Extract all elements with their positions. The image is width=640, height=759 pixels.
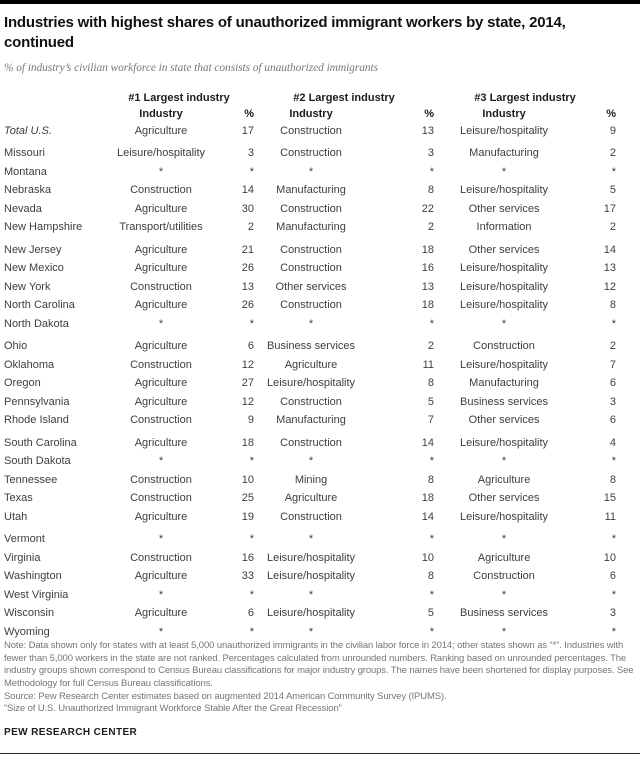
pct-cell: 6 [609, 377, 617, 390]
pct-cell: 9 [247, 414, 255, 427]
industry-cell: * [158, 165, 164, 178]
pct-cell: 2 [427, 221, 435, 234]
pct-cell: 14 [603, 243, 617, 256]
state-name: Tennessee [4, 473, 58, 486]
industry-cell: * [158, 455, 164, 468]
pct-cell: * [429, 533, 435, 546]
industry-cell: Construction [130, 184, 192, 197]
state-name: North Carolina [4, 299, 75, 312]
page-title [4, 13, 636, 53]
industry-cell: Leisure/hospitality [460, 124, 549, 137]
industry-cell: Leisure/hospitality [116, 147, 206, 160]
pct-cell: 3 [609, 395, 617, 408]
pct-cell: 7 [609, 358, 617, 371]
industry-cell: Other services [468, 202, 540, 215]
industry-cell: Leisure/hospitality [266, 377, 356, 390]
industry-cell: * [308, 588, 314, 601]
industry-cell: Business services [460, 395, 549, 408]
pct-cell: 9 [609, 124, 617, 137]
pct-cell: 3 [427, 147, 435, 160]
industry-cell: Agriculture [134, 607, 188, 620]
industry-cell: * [158, 317, 164, 330]
industry-cell: * [158, 533, 164, 546]
pct-cell: 10 [603, 551, 617, 564]
pct-cell: 19 [241, 510, 255, 523]
pct-cell: 6 [247, 607, 255, 620]
state-subheader-empty [4, 106, 104, 122]
pct-cell: * [249, 533, 255, 546]
pct-cell: 17 [241, 124, 255, 137]
table-row [4, 144, 616, 163]
state-name: Missouri [4, 147, 45, 160]
industry-cell: Agriculture [134, 377, 188, 390]
pct-cell: 10 [421, 551, 435, 564]
industry-cell: Agriculture [134, 395, 188, 408]
industry-cell: Construction [130, 358, 192, 371]
content-area [4, 4, 636, 641]
state-header-empty [4, 90, 104, 106]
table-row [4, 315, 616, 334]
pct-cell: 16 [421, 262, 435, 275]
industry-cell: Construction [130, 473, 192, 486]
pct-cell: 8 [609, 473, 617, 486]
pct-cell: 26 [241, 262, 255, 275]
pct-cell: 12 [603, 280, 617, 293]
pct-cell: * [429, 588, 435, 601]
industry-cell: Business services [460, 607, 549, 620]
table-body [4, 122, 616, 642]
state-name: Virginia [4, 551, 41, 564]
state-name: Wisconsin [4, 607, 55, 620]
pct-cell: 7 [427, 414, 435, 427]
state-name: Oregon [4, 377, 41, 390]
pct-cell: * [611, 317, 617, 330]
footer [4, 640, 638, 738]
pct-cell: 22 [421, 202, 435, 215]
pct-cell: 2 [609, 147, 617, 160]
pct-cell: 16 [241, 551, 255, 564]
pct-subheader-1: % [244, 107, 255, 120]
pct-cell: 4 [609, 436, 617, 449]
pct-cell: 3 [247, 147, 255, 160]
industry-cell: * [308, 625, 314, 638]
industry-cell: Leisure/hospitality [460, 299, 549, 312]
industry-cell: * [308, 317, 314, 330]
industry-cell: Leisure/hospitality [460, 436, 549, 449]
table-row [4, 586, 616, 605]
group-header-1: #1 Largest industry [128, 91, 230, 104]
industry-cell: * [308, 455, 314, 468]
industry-subheader-1: Industry [139, 107, 183, 120]
state-name: New York [4, 280, 51, 293]
industry-cell: Agriculture [477, 473, 531, 486]
table-row [4, 374, 616, 393]
report-title-line: “Size of U.S. Unauthorized Immigrant Workforce Stable After the Great Recession” [4, 703, 342, 715]
industry-cell: Agriculture [477, 551, 531, 564]
industry-cell: Construction [130, 551, 192, 564]
state-name: South Dakota [4, 455, 71, 468]
industry-cell: Construction [130, 280, 192, 293]
industry-cell: Construction [473, 340, 535, 353]
title-line-2: continued [4, 33, 74, 51]
industry-cell: Agriculture [284, 358, 338, 371]
pct-cell: 15 [603, 492, 617, 505]
industry-cell: Other services [468, 243, 540, 256]
table-row [4, 604, 616, 623]
state-name: North Dakota [4, 317, 69, 330]
page-subtitle: % of industry’s civilian workforce in state that consists of unauthorized immigrants [4, 61, 378, 74]
industry-cell: Manufacturing [276, 184, 346, 197]
state-name: Texas [4, 492, 33, 505]
industry-cell: * [308, 533, 314, 546]
industry-cell: Agriculture [134, 340, 188, 353]
state-name: West Virginia [4, 588, 69, 601]
table-row [4, 218, 616, 237]
pct-cell: 10 [241, 473, 255, 486]
industry-cell: Other services [275, 280, 347, 293]
pct-cell: 3 [609, 607, 617, 620]
pct-cell: 2 [427, 340, 435, 353]
pct-cell: 8 [427, 377, 435, 390]
industries-table [4, 90, 616, 642]
pct-cell: 8 [427, 570, 435, 583]
industry-cell: Business services [266, 340, 356, 353]
state-name: Pennsylvania [4, 395, 70, 408]
industry-cell: Agriculture [134, 299, 188, 312]
industry-subheader-2: Industry [289, 107, 333, 120]
table-row [4, 122, 616, 141]
industry-cell: Agriculture [284, 492, 338, 505]
pct-cell: 18 [421, 243, 435, 256]
pct-cell: * [429, 625, 435, 638]
industry-cell: * [501, 317, 507, 330]
industry-cell: Agriculture [134, 510, 188, 523]
state-name: South Carolina [4, 436, 77, 449]
industry-cell: Leisure/hospitality [460, 358, 549, 371]
industry-cell: Mining [294, 473, 328, 486]
table-row [4, 508, 616, 527]
industry-cell: Leisure/hospitality [266, 551, 356, 564]
industry-cell: * [308, 165, 314, 178]
pct-subheader-2: % [424, 107, 435, 120]
pct-cell: 5 [427, 607, 435, 620]
table-row [4, 623, 616, 642]
industry-cell: Manufacturing [469, 147, 539, 160]
industry-cell: Construction [280, 299, 342, 312]
pct-cell: 14 [241, 184, 255, 197]
pct-subheader-3: % [606, 107, 617, 120]
industry-cell: Leisure/hospitality [460, 184, 549, 197]
table-row [4, 471, 616, 490]
table-row [4, 163, 616, 182]
pct-cell: 13 [241, 280, 255, 293]
pct-cell: 8 [609, 299, 617, 312]
pct-cell: 2 [247, 221, 255, 234]
state-name: Total U.S. [4, 124, 52, 137]
industry-cell: Leisure/hospitality [460, 262, 549, 275]
industry-cell: Construction [280, 395, 342, 408]
title-line-1: Industries with highest shares of unauthorized immigrant workers by state, 2014, [4, 14, 566, 31]
source-line: Source: Pew Research Center estimates based on augmented 2014 American Community Survey (IPUMS). [4, 690, 447, 702]
pct-cell: * [249, 317, 255, 330]
pct-cell: 13 [421, 124, 435, 137]
industry-cell: * [501, 165, 507, 178]
table-row [4, 181, 616, 200]
industry-cell: Construction [280, 202, 342, 215]
industry-cell: * [501, 625, 507, 638]
pct-cell: * [611, 165, 617, 178]
table-row [4, 489, 616, 508]
industry-cell: Construction [280, 147, 342, 160]
sub-header-row [4, 106, 616, 122]
pct-cell: * [429, 165, 435, 178]
industry-cell: Construction [280, 262, 342, 275]
pct-cell: 6 [247, 340, 255, 353]
industry-cell: Construction [473, 570, 535, 583]
pct-cell: * [429, 317, 435, 330]
industry-cell: * [501, 533, 507, 546]
bottom-rule [0, 753, 640, 754]
industry-cell: * [158, 625, 164, 638]
pct-cell: * [611, 625, 617, 638]
industry-cell: Manufacturing [469, 377, 539, 390]
table-row [4, 296, 616, 315]
table-row [4, 434, 616, 453]
footnote: Note: Data shown only for states with at least 5,000 unauthorized immigrants in the civilian labor force in 2014; other states shown as “*”. Industries with fewer than 5,000 workers in the state are not ranked. Percentages calculated from unrounded numbers. Ranking based on unrounded percentages. The industry groups shown correspond to Census Bureau classifications for major industry groups. The names have been shortened for display purposes. See Methodology for full Census Bureau classifications. [4, 640, 634, 689]
pct-cell: 27 [241, 377, 255, 390]
pct-cell: * [611, 455, 617, 468]
pct-cell: * [611, 533, 617, 546]
pct-cell: 18 [421, 492, 435, 505]
pct-cell: 12 [241, 395, 255, 408]
pct-cell: 18 [241, 436, 255, 449]
group-header-3: #3 Largest industry [474, 91, 576, 104]
state-name: Montana [4, 165, 47, 178]
table-row [4, 567, 616, 586]
industry-cell: Manufacturing [276, 221, 346, 234]
table-row [4, 530, 616, 549]
table-row [4, 452, 616, 471]
pct-cell: 12 [241, 358, 255, 371]
pct-cell: 14 [421, 436, 435, 449]
state-name: Nevada [4, 202, 42, 215]
state-name: Washington [4, 570, 62, 583]
pct-cell: 33 [241, 570, 255, 583]
pct-cell: * [429, 455, 435, 468]
industry-cell: Agriculture [134, 243, 188, 256]
pct-cell: 13 [603, 262, 617, 275]
pct-cell: * [249, 165, 255, 178]
table-row [4, 278, 616, 297]
industry-cell: Construction [280, 436, 342, 449]
industry-cell: Other services [468, 414, 540, 427]
pct-cell: 18 [421, 299, 435, 312]
industry-cell: * [501, 455, 507, 468]
state-name: Nebraska [4, 184, 52, 197]
state-name: New Hampshire [4, 221, 83, 234]
state-name: Vermont [4, 533, 45, 546]
pct-cell: 21 [241, 243, 255, 256]
pct-cell: 8 [427, 184, 435, 197]
state-name: Utah [4, 510, 28, 523]
industry-cell: Agriculture [134, 436, 188, 449]
table-row [4, 356, 616, 375]
pct-cell: 2 [609, 221, 617, 234]
industry-cell: Agriculture [134, 570, 188, 583]
table-row [4, 411, 616, 430]
table-row [4, 241, 616, 260]
industry-subheader-3: Industry [482, 107, 526, 120]
pct-cell: 14 [421, 510, 435, 523]
industry-cell: Transport/utilities [119, 221, 203, 234]
pct-cell: 8 [427, 473, 435, 486]
pct-cell: * [249, 455, 255, 468]
pct-cell: * [249, 625, 255, 638]
industry-cell: Leisure/hospitality [266, 607, 356, 620]
industry-cell: Leisure/hospitality [266, 570, 356, 583]
industry-cell: Construction [280, 243, 342, 256]
industry-cell: Leisure/hospitality [460, 510, 549, 523]
state-name: Oklahoma [4, 358, 55, 371]
group-header-row [4, 90, 616, 106]
pct-cell: 11 [604, 510, 617, 523]
industry-cell: * [158, 588, 164, 601]
state-name: New Mexico [4, 262, 64, 275]
industry-cell: Leisure/hospitality [460, 280, 549, 293]
pct-cell: 11 [422, 358, 435, 371]
table-row [4, 259, 616, 278]
table-row [4, 393, 616, 412]
industry-cell: Agriculture [134, 202, 188, 215]
industry-cell: Construction [130, 492, 192, 505]
pct-cell: 30 [241, 202, 255, 215]
state-name: New Jersey [4, 243, 62, 256]
group-header-2: #2 Largest industry [293, 91, 395, 104]
pct-cell: 6 [609, 414, 617, 427]
state-name: Rhode Island [4, 414, 69, 427]
table-row [4, 337, 616, 356]
pct-cell: 25 [241, 492, 255, 505]
pct-cell: 26 [241, 299, 255, 312]
pct-cell: 2 [609, 340, 617, 353]
industry-cell: * [501, 588, 507, 601]
pct-cell: 17 [603, 202, 617, 215]
industry-cell: Agriculture [134, 262, 188, 275]
pew-research-center-logo: PEW RESEARCH CENTER [4, 726, 138, 738]
pct-cell: 6 [609, 570, 617, 583]
industry-cell: Other services [468, 492, 540, 505]
industry-cell: Agriculture [134, 124, 188, 137]
industry-cell: Construction [280, 124, 342, 137]
table-row [4, 200, 616, 219]
pct-cell: 13 [421, 280, 435, 293]
table-row [4, 549, 616, 568]
pct-cell: 5 [427, 395, 435, 408]
pct-cell: * [249, 588, 255, 601]
industry-cell: Construction [130, 414, 192, 427]
state-name: Wyoming [4, 625, 50, 638]
state-name: Ohio [4, 340, 28, 353]
industry-cell: Construction [280, 510, 342, 523]
industry-cell: Information [476, 221, 532, 234]
pct-cell: 5 [609, 184, 617, 197]
industry-cell: Manufacturing [276, 414, 346, 427]
pct-cell: * [611, 588, 617, 601]
